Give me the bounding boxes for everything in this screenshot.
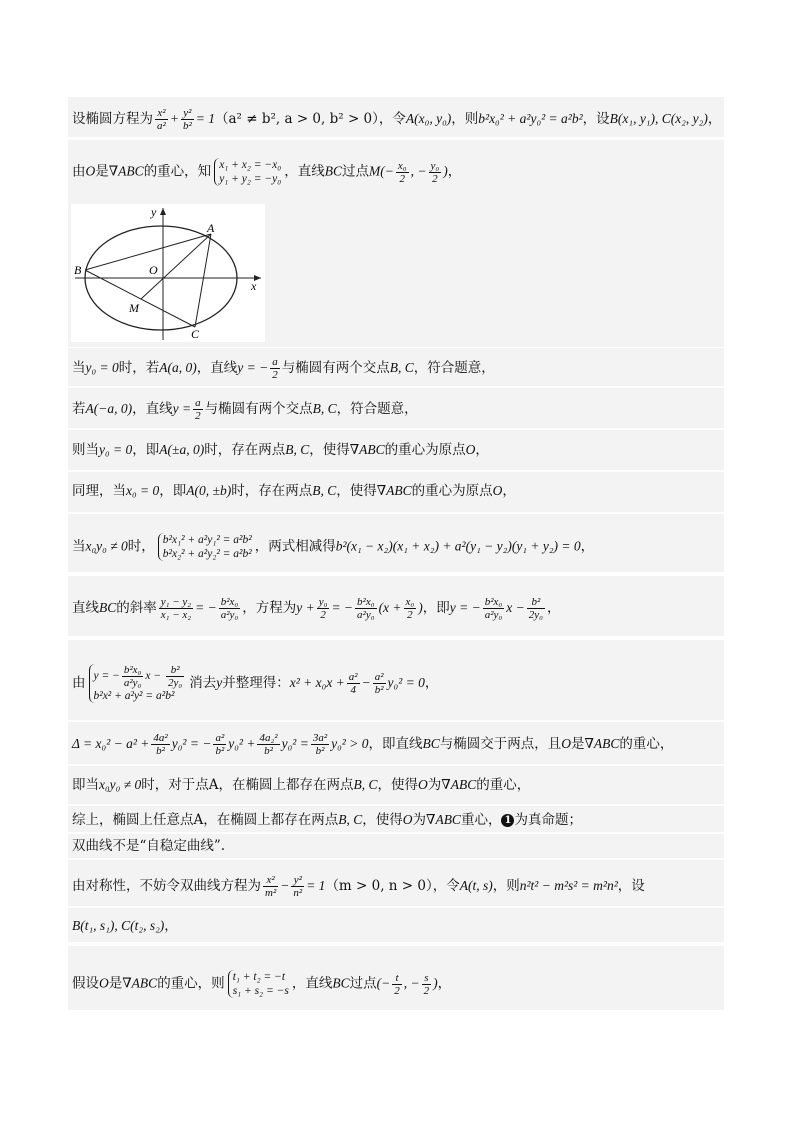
hyperbola-centroid-system: t₁ + t₂ = −t s₁ + s₂ = −s <box>228 970 289 998</box>
circled-number: 1 <box>501 814 514 827</box>
label-x: x <box>251 279 257 293</box>
line-16: 假设O是∇ABC的重心，则 t₁ + t₂ = −t s₁ + s₂ = −s ，直线BC过点(− $\frac{t}{2}$ , − $\frac{s}{2}$ )， <box>72 971 452 997</box>
segment-BC <box>85 270 195 327</box>
ellipse-diagram <box>71 204 265 342</box>
ellipse-system: b²x₁² + a²y₁² = a²b² b²x₂² + a²y₂² = a²b² <box>158 533 252 561</box>
ellipse-figure <box>71 204 265 342</box>
centroid-system: x₁ + x₂ = −x₀ y₁ + y₂ = −y₀ <box>214 158 281 186</box>
line-1: 设椭圆方程为 $\frac{\text{x²}}{\text{a²}}$ + $\frac{\text{y²}}{\text{b²}}$ = 1（a² ≠ b², a > 0, b² > 0），令A(x₀, y₀)，则b²x₀² + a²y₀² = a²b²，设B(x₁, y₁), C(x₂, y₂)， <box>72 107 722 132</box>
label-B: B <box>74 263 82 277</box>
line-6: 同理，当x₀ = 0，即A(0, ±b)时，存在两点B, C，使得∇ABC的重心为原点O， <box>72 483 516 499</box>
line-13: 双曲线不是“自稳定曲线”. <box>72 838 226 854</box>
line-5: 则当y₀ = 0，即A(±a, 0)时，存在两点B, C，使得∇ABC的重心为原点O， <box>72 442 489 458</box>
line-14: 由对称性，不妨令双曲线方程为 $\frac{\text{x²}}{\text{m²}}$ − $\frac{\text{y²}}{\text{n²}}$ = 1（m > 0, n > 0），令A(t, s)，则n²t² − m²s² = m²n²，设 <box>72 874 645 899</box>
line-ellipse-system: y = − $\frac{\text{b²x₀}}{\text{a²y₀}}$ x − $\frac{\text{b²}}{\text{2y₀}}$ b²x² + a²y² = a²b² <box>89 664 187 703</box>
y-axis-arrow <box>160 208 166 215</box>
line-9: 由 y = − $\frac{\text{b²x₀}}{\text{a²y₀}}$ x − $\frac{\text{b²}}{\text{2y₀}}$ b²x² + a²y² = a²b²消去y并整理得：x² + x₀x + $\frac{\text{a²}}{4}$ − $\frac{\text{a²}}{\text{b²}}$ y₀² = 0， <box>72 664 439 702</box>
line-12: 综上，椭圆上任意点A，在椭圆上都存在两点B, C，使得O为∇ABC重心， 1 为真命题； <box>72 812 582 828</box>
label-M: M <box>129 301 139 315</box>
line-15: B(t₁, s₁), C(t₂, s₂)， <box>72 918 178 934</box>
line-2: 由O是∇ABC的重心，知 x₁ + x₂ = −x₀ y₁ + y₂ = −y₀ ，直线BC过点M(− $\frac{\text{x₀}}{2}$ , − $\frac{\text{y₀}}{2}$ )， <box>72 159 462 185</box>
label-C: C <box>191 327 200 341</box>
segment-AC <box>195 234 211 327</box>
label-A: A <box>207 221 215 235</box>
line-10: Δ = x₀² − a² + $\frac{\text{4a²}}{\text{b²}}$ y₀² = − $\frac{\text{a²}}{\text{b²}}$ y₀² + $\frac{\text{4a₂²}}{\text{b²}}$ y₀² = $\frac{\text{3a²}}{\text{b²}}$ y₀² > 0，即直线BC与椭圆交于两点，且O是∇ABC的重心， <box>72 732 674 757</box>
line-4: 若A(−a, 0)，直线y = $\frac{a}{2}$ 与椭圆有两个交点B, C，符合题意， <box>72 397 418 422</box>
line-8: 直线BC的斜率 $\frac{\text{y₁ − y₂}}{\text{x₁ − x₂}}$ = − $\frac{\text{b²x₀}}{\text{a²y₀}}$ ，方程为y + $\frac{\text{y₀}}{2}$ = − $\frac{\text{b²x₀}}{\text{a²y₀}}$ (x + $\frac{\text{x₀}}{2}$ )，即y = − $\frac{\text{b²x₀}}{\text{a²y₀}}$ x − $\frac{\text{b²}}{\text{2y₀}}$ ， <box>72 596 561 621</box>
label-O: O <box>149 263 158 277</box>
line-11: 即当x₀y₀ ≠ 0时，对于点A，在椭圆上都存在两点B, C，使得O为∇ABC的重心， <box>72 777 531 793</box>
line-3: 当y₀ = 0时，若A(a, 0)，直线y = − $\frac{a}{2}$ 与椭圆有两个交点B, C，符合题意， <box>72 356 495 381</box>
label-y: y <box>151 205 157 219</box>
line-7: 当x₀y₀ ≠ 0时， b²x₁² + a²y₁² = a²b² b²x₂² + a²y₂² = a²b² ，两式相减得b²(x₁ − x₂)(x₁ + x₂) + a²(y₁ − y₂)(y₁ + y₂) = 0， <box>72 534 595 560</box>
